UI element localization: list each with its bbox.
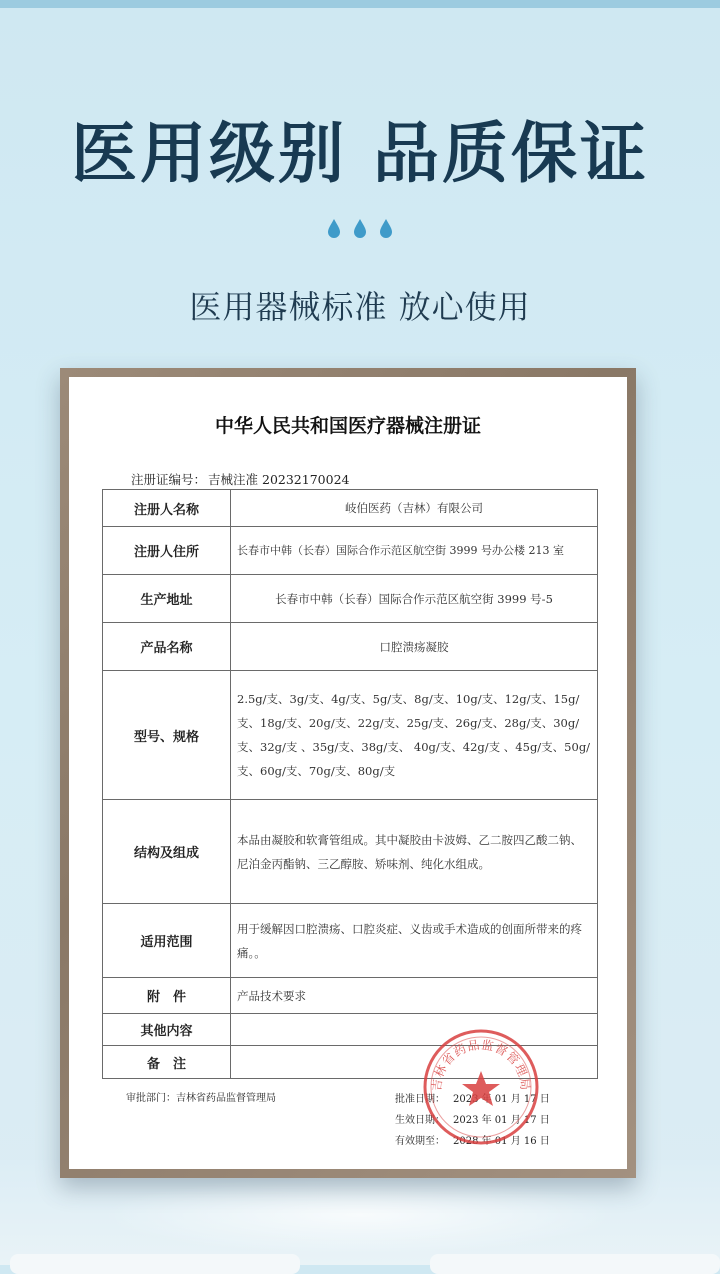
bottom-card-left — [10, 1254, 300, 1274]
table-row — [103, 978, 598, 1014]
row-value: 本品由凝胶和软膏管组成。其中凝胶由卡波姆、乙二胺四乙酸二钠、尼泊金丙酯钠、三乙醇胺、矫味剂、纯化水组成。 — [231, 800, 598, 904]
row-label: 适用范围 — [103, 904, 231, 978]
floor-reflection — [100, 1175, 620, 1255]
approval-department-label: 审批部门： — [126, 1093, 176, 1104]
subline: 医用器械标准 放心使用 — [189, 288, 531, 326]
row-label: 其他内容 — [103, 1014, 231, 1046]
seal-text: 吉林省药品监督管理局 — [429, 1037, 533, 1092]
registration-table — [102, 489, 598, 1079]
row-label: 备 注 — [103, 1046, 231, 1079]
top-strip — [0, 0, 720, 8]
row-label: 附 件 — [103, 978, 231, 1014]
table-row — [103, 575, 598, 623]
table-row — [103, 623, 598, 671]
date-value: 2023 年 01 月 17 日 — [453, 1094, 550, 1105]
drop-icon — [379, 218, 393, 238]
certificate-frame — [60, 368, 636, 1178]
date-value: 2023 年 01 月 17 日 — [453, 1115, 550, 1126]
row-value: 长春市中韩（长春）国际合作示范区航空街 3999 号-5 — [231, 575, 598, 623]
row-value — [231, 1014, 598, 1046]
date-label: 有效期至： — [395, 1136, 445, 1147]
row-label: 结构及组成 — [103, 800, 231, 904]
water-drops — [0, 218, 720, 238]
registration-number-label: 注册证编号： — [131, 472, 207, 487]
table-row — [103, 904, 598, 978]
drop-icon — [353, 218, 367, 238]
approval-department-value: 吉林省药品监督管理局 — [176, 1093, 276, 1104]
row-label: 产品名称 — [103, 623, 231, 671]
row-value: 岐伯医药（吉林）有限公司 — [231, 490, 598, 527]
date-label: 批准日期： — [395, 1094, 445, 1105]
certificate-title: 中华人民共和国医疗器械注册证 — [214, 415, 481, 437]
bottom-card-right — [430, 1254, 720, 1274]
row-value: 长春市中韩（长春）国际合作示范区航空街 3999 号办公楼 213 室 — [231, 527, 598, 575]
row-value — [231, 1046, 598, 1079]
headline: 医用级别 品质保证 — [71, 115, 649, 192]
row-label: 型号、规格 — [103, 671, 231, 800]
row-value: 口腔溃疡凝胶 — [231, 623, 598, 671]
table-row — [103, 490, 598, 527]
row-label: 生产地址 — [103, 575, 231, 623]
table-row — [103, 671, 598, 800]
row-label: 注册人住所 — [103, 527, 231, 575]
row-label: 注册人名称 — [103, 490, 231, 527]
table-row — [103, 800, 598, 904]
registration-number-value: 吉械注准 20232170024 — [208, 472, 350, 487]
approval-department — [126, 1089, 276, 1104]
drop-icon — [327, 218, 341, 238]
row-value: 2.5g/支、3g/支、4g/支、5g/支、8g/支、10g/支、12g/支、15g/支、18g/支、20g/支、22g/支、25g/支、26g/支、28g/支、30g/支、32g/支 、35g/支、38g/支、 40g/支、42g/支 、45g/支、50g/支、60g/支、70g/支、80g/支 — [231, 671, 598, 800]
certificate-paper — [69, 377, 627, 1169]
date-label: 生效日期： — [395, 1115, 445, 1126]
registration-number — [131, 470, 351, 488]
date-value: 2028 年 01 月 16 日 — [453, 1136, 550, 1147]
row-value: 用于缓解因口腔溃疡、口腔炎症、义齿或手术造成的创面所带来的疼痛。。 — [231, 904, 598, 978]
table-row — [103, 527, 598, 575]
row-value: 产品技术要求 — [231, 978, 598, 1014]
official-seal-icon — [421, 1027, 541, 1147]
